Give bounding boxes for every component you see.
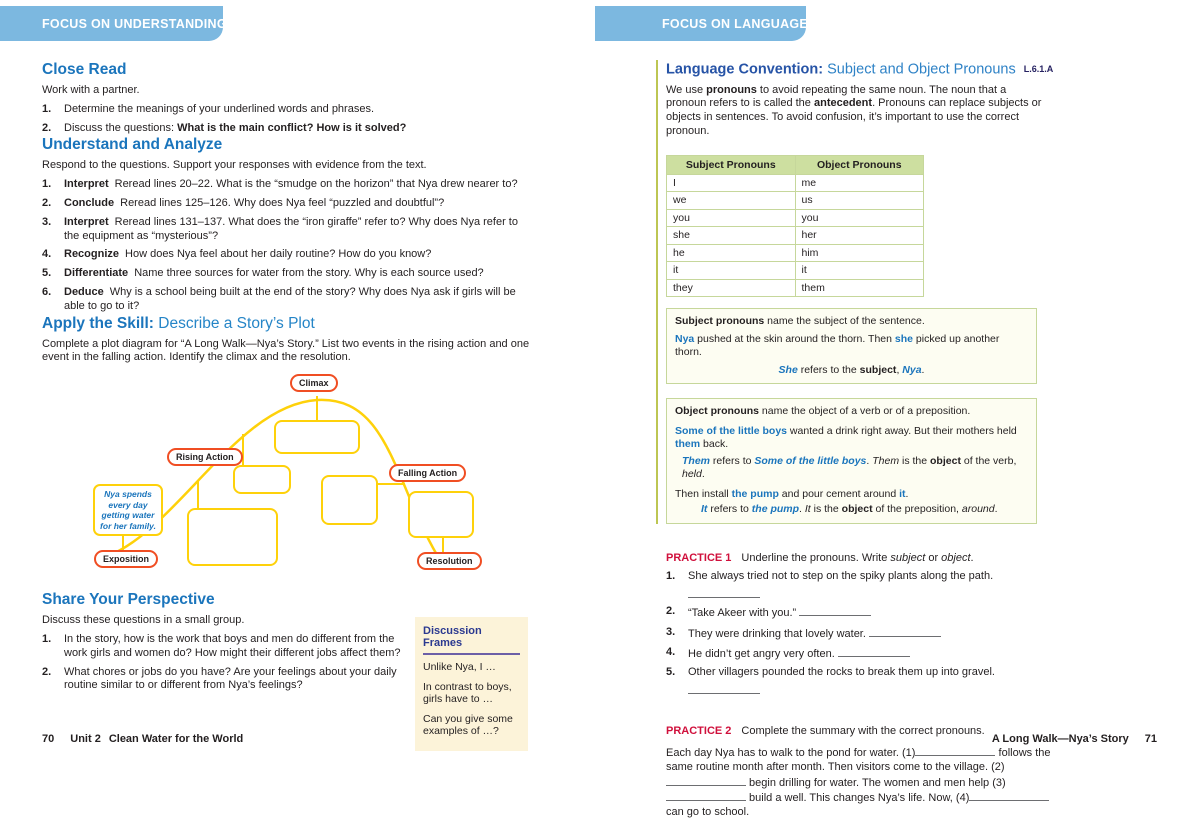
- table-row: [667, 209, 924, 227]
- understand-heading: Understand and Analyze: [42, 136, 223, 154]
- table-row: [667, 244, 924, 262]
- sentence: He didn’t get angry very often.: [688, 648, 838, 661]
- item-number: 1.: [42, 632, 52, 645]
- sentence: “Take Akeer with you.”: [688, 607, 800, 620]
- practice-1-instruction: Underline the pronouns. Write subject or object.: [741, 551, 974, 564]
- table-row: [667, 192, 924, 210]
- item-text: [688, 626, 941, 642]
- sentence: She always tried not to step on the spiky plants along the path.: [688, 570, 994, 583]
- table-cell: you: [795, 209, 924, 227]
- resolution-label: Resolution: [417, 552, 482, 570]
- item-number: 6.: [42, 285, 52, 298]
- table-cell: he: [667, 244, 796, 262]
- language-convention-section: [656, 60, 1060, 524]
- share-heading: Share Your Perspective: [42, 591, 215, 609]
- pronoun-table: [666, 155, 924, 298]
- language-convention-intro: We use pronouns to avoid repeating the same noun. The noun that a pronoun refers to is called the antecedent. Pronouns can replace subjects or objects in sentences. To avoid confusion, it’s important to use the correct pronoun.: [666, 83, 1042, 137]
- object-pronoun-rule-box: [666, 398, 1037, 524]
- example-explanation: She refers to the subject, Nya.: [778, 363, 925, 376]
- list-item: [42, 103, 534, 117]
- item-text: [688, 666, 995, 697]
- left-page-banner: FOCUS ON UNDERSTANDING: [0, 6, 223, 41]
- practice-2-label: PRACTICE 2: [666, 725, 732, 738]
- list-item: [42, 286, 534, 314]
- example-sentence: Some of the little boys wanted a drink right away. But their mothers held them back.: [675, 424, 1017, 451]
- list-item: [42, 216, 534, 244]
- item-number: 2.: [42, 121, 52, 134]
- rule-text: Object pronouns name the object of a verb or of a preposition.: [675, 405, 971, 418]
- rule-text: Subject pronouns name the subject of the sentence.: [675, 315, 925, 328]
- share-list: [42, 633, 417, 693]
- falling-event-box: [322, 476, 377, 524]
- table-row: [667, 227, 924, 245]
- discussion-frame: In contrast to boys, girls have to …: [423, 680, 512, 705]
- table-cell: it: [795, 262, 924, 280]
- rising-event-box-1: [234, 466, 290, 493]
- subject-pronoun-rule-box: [666, 308, 1037, 384]
- page-number: 70: [42, 733, 55, 745]
- item-number: 3.: [42, 215, 52, 228]
- right-page-content: [656, 60, 1060, 819]
- item-text: [688, 570, 993, 601]
- item-text: In the story, how is the work that boys and men do different from the work girls and women do? How might their different jobs affect them?: [64, 632, 401, 659]
- practice-2-instruction: Complete the summary with the correct pronouns.: [741, 725, 985, 738]
- resolution-event-box: [409, 492, 473, 537]
- item-number: 1.: [42, 178, 52, 191]
- left-page-footer: [42, 733, 243, 745]
- answer-blank: [838, 646, 910, 657]
- right-page-banner: FOCUS ON LANGUAGE: [595, 6, 806, 41]
- column-header: Object Pronouns: [795, 155, 924, 174]
- item-text: Interpret Reread lines 131–137. What does the “iron giraffe” refer to? Why does Nya refer to the equipment as “mysterious”?: [64, 215, 518, 242]
- table-cell: him: [795, 244, 924, 262]
- item-text: Determine the meanings of your underlined words and phrases.: [64, 102, 375, 115]
- climax-label: Climax: [290, 374, 338, 392]
- sentence: Other villagers pounded the rocks to break them up into gravel.: [688, 666, 995, 679]
- apply-skill-intro: Complete a plot diagram for “A Long Walk—Nya’s Story.” List two events in the rising action and one event in the falling action. Identify the climax and the resolution.: [42, 337, 530, 364]
- practice-item: [666, 666, 1060, 697]
- table-header-row: [667, 155, 924, 174]
- answer-blank: [688, 680, 760, 694]
- column-header: Subject Pronouns: [667, 155, 796, 174]
- discussion-frame: Can you give some examples of …?: [423, 712, 513, 737]
- apply-skill-heading-light: Describe a Story’s Plot: [153, 314, 315, 332]
- list-item: [42, 197, 534, 211]
- table-row: [667, 279, 924, 297]
- right-page: [595, 0, 1191, 818]
- table-row: [667, 262, 924, 280]
- table-row: [667, 174, 924, 192]
- language-convention-heading: [666, 60, 1060, 79]
- item-number: 4.: [42, 248, 52, 261]
- item-number: 5.: [42, 267, 52, 280]
- discussion-frames-rule: [423, 653, 520, 655]
- list-item: [42, 267, 534, 281]
- left-page: [0, 0, 595, 767]
- practice-item: [666, 646, 1060, 662]
- practice-item: [666, 626, 1060, 642]
- exposition-label: Exposition: [94, 550, 158, 568]
- list-item: [42, 248, 534, 262]
- summary-paragraph: Each day Nya has to walk to the pond for water. (1) follows the same routine month after month. Then visitors come to the village. (2) begin drilling for water. The women and men help (3) build a well. This changes Nya’s life. Now, (4) can go to school.: [666, 747, 1051, 818]
- item-text: Differentiate Name three sources for water from the story. Why is each source used?: [64, 267, 484, 280]
- list-item: [42, 633, 417, 661]
- falling-action-label: Falling Action: [389, 464, 466, 482]
- item-text: What chores or jobs do you have? Are your feelings about your daily routine similar to or different from Nya’s feelings?: [64, 665, 397, 692]
- share-intro: Discuss these questions in a small group.: [42, 614, 245, 627]
- discussion-frame: Unlike Nya, I …: [423, 661, 496, 673]
- example-sentence: Nya pushed at the skin around the thorn. Then she picked up another thorn.: [675, 332, 1000, 359]
- language-convention-heading-bold: Language Convention:: [666, 61, 824, 78]
- table-cell: she: [667, 227, 796, 245]
- practice-item: [666, 605, 1060, 621]
- table-cell: you: [667, 209, 796, 227]
- answer-blank: [799, 605, 871, 616]
- practice-item: [666, 570, 1060, 601]
- language-convention-heading-light: Subject and Object Pronouns: [823, 61, 1016, 78]
- item-text: Recognize How does Nya feel about her daily routine? How do you know?: [64, 248, 432, 261]
- apply-skill-heading-bold: Apply the Skill:: [42, 314, 154, 332]
- example-explanation: It refers to the pump. It is the object of the preposition, around.: [701, 503, 998, 516]
- sentence: They were drinking that lovely water.: [688, 627, 869, 640]
- apply-skill-heading: [42, 314, 534, 333]
- item-text: Interpret Reread lines 20–22. What is the “smudge on the horizon” that Nya drew nearer to?: [64, 178, 518, 191]
- list-item: [42, 178, 534, 192]
- item-number: 1.: [666, 570, 676, 583]
- understand-intro: Respond to the questions. Support your responses with evidence from the text.: [42, 159, 427, 172]
- answer-blank: [688, 584, 760, 598]
- list-item: [42, 666, 417, 694]
- discussion-frames-box: [415, 617, 528, 751]
- example-explanation: Them refers to Some of the little boys. Them is the object of the verb, held.: [682, 454, 1017, 481]
- item-number: 4.: [666, 646, 676, 659]
- table-cell: me: [795, 174, 924, 192]
- table-cell: we: [667, 192, 796, 210]
- item-number: 1.: [42, 102, 52, 115]
- rising-action-label: Rising Action: [167, 448, 243, 466]
- exposition-note: Nya spends every day getting water for her family.: [93, 484, 163, 536]
- item-text: [688, 605, 871, 621]
- unit-label: Unit 2: [70, 733, 101, 745]
- table-cell: us: [795, 192, 924, 210]
- item-number: 2.: [666, 605, 676, 618]
- answer-blank: [869, 626, 941, 637]
- practice-1-label: PRACTICE 1: [666, 551, 732, 564]
- practice-1-section: [666, 548, 1060, 697]
- rising-event-box-2: [188, 509, 277, 565]
- standard-code: L.6.1.A: [1023, 64, 1054, 74]
- close-read-heading: Close Read: [42, 61, 127, 78]
- story-title: A Long Walk—Nya’s Story: [991, 733, 1129, 745]
- page-number: 71: [1144, 733, 1157, 745]
- left-page-content: [42, 60, 534, 693]
- table-cell: them: [795, 279, 924, 297]
- example-sentence: Then install the pump and pour cement around it.: [675, 487, 909, 500]
- table-cell: they: [667, 279, 796, 297]
- item-text: Discuss the questions: What is the main conflict? How is it solved?: [64, 121, 407, 134]
- unit-title: Clean Water for the World: [108, 733, 244, 745]
- item-number: 5.: [666, 666, 676, 679]
- list-item: [42, 122, 534, 136]
- table-cell: I: [667, 174, 796, 192]
- right-page-footer: [992, 733, 1157, 745]
- item-text: [688, 646, 910, 662]
- table-cell: it: [667, 262, 796, 280]
- close-read-intro: Work with a partner.: [42, 84, 140, 96]
- practice-1-header: [666, 548, 1060, 566]
- table-cell: her: [795, 227, 924, 245]
- plot-diagram: [60, 369, 540, 582]
- item-text: Deduce Why is a school being built at the end of the story? Why does Nya ask if girls will be able to go to it?: [64, 285, 516, 312]
- discussion-frames-title: Discussion Frames: [423, 625, 482, 649]
- item-number: 3.: [666, 625, 676, 638]
- item-number: 2.: [42, 196, 52, 209]
- item-text: Conclude Reread lines 125–126. Why does Nya feel “puzzled and doubtful”?: [64, 196, 445, 209]
- climax-event-box: [275, 421, 359, 453]
- item-number: 2.: [42, 665, 52, 678]
